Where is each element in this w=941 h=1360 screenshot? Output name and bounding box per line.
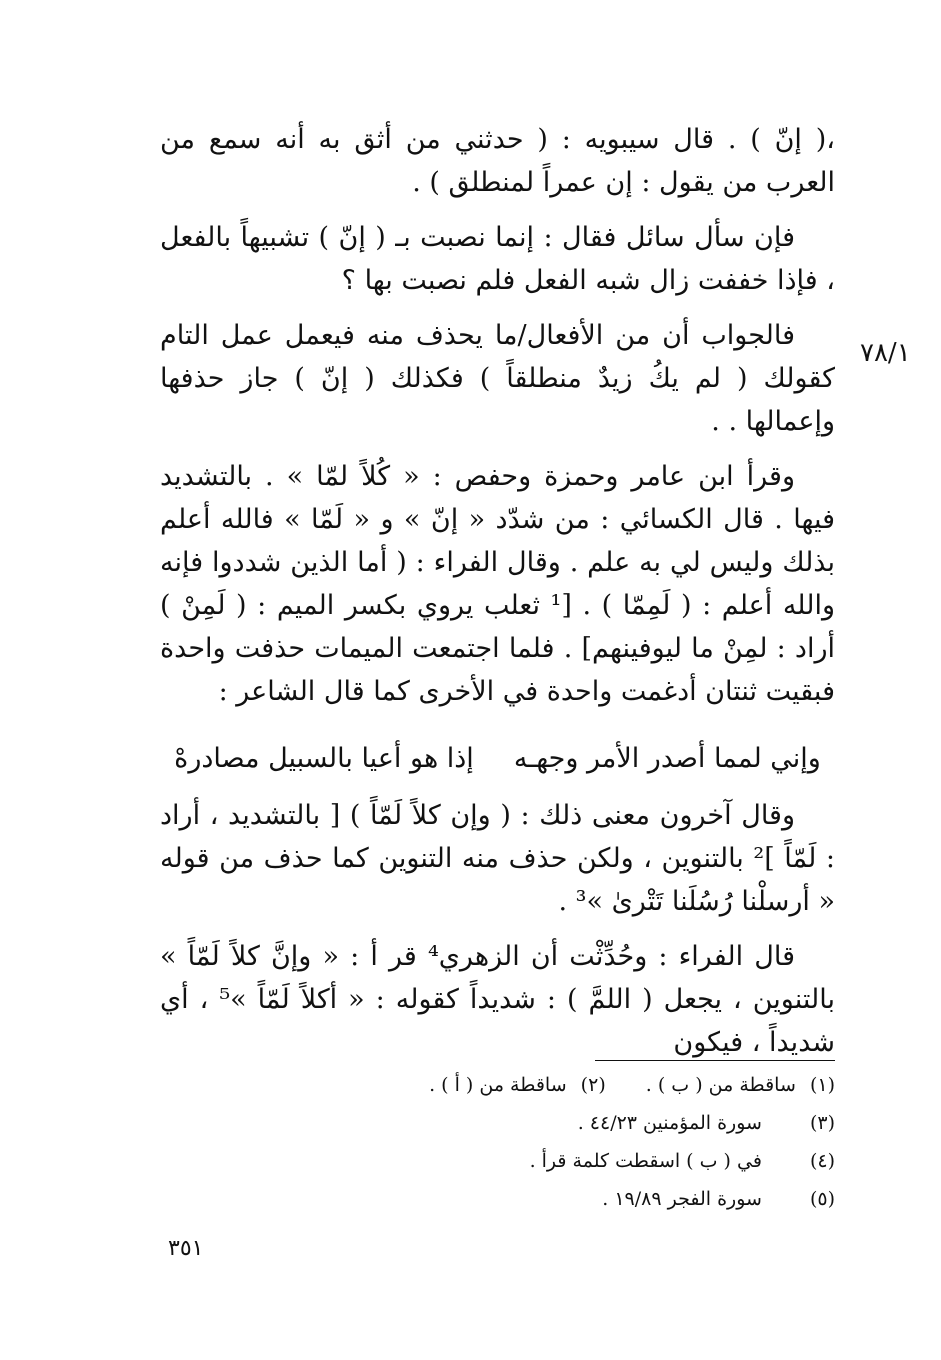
footnotes bbox=[335, 1066, 835, 1218]
verse-first-hemistich: وإني لمما أصدر الأمر وجهـه bbox=[513, 743, 821, 774]
footnote-number: (٤) bbox=[809, 1150, 835, 1172]
paragraph-4: وقرأ ابن عامر وحمزة وحفص : « كُلاً لمّا » . بالتشديد فيها . قال الكسائي : من شدّد « إنّ » و « لَمّا » فالله أعلم بذلك وليس لي به علم . وقال الفراء : ( أما الذين شددوا فإنه والله أعلم : ( لَمِمّا ) . [¹ ثعلب يروي بكسر الميم : ( لَمِنْ ) أراد : لمِنْ ما ليوفينهم] . فلما اجتمعت الميمات حذفت واحدة فبقيت ثنتان أدغمت واحدة في الأخرى كما قال الشاعر : bbox=[160, 461, 836, 707]
footnote-text: في ( ب ) اسقطت كلمة قرأ . bbox=[529, 1150, 762, 1172]
main-text bbox=[160, 118, 835, 1076]
margin-reference: ٧٨/١ bbox=[860, 338, 911, 368]
footnote-3 bbox=[335, 1104, 835, 1142]
footnote-number: (٥) bbox=[809, 1188, 835, 1210]
paragraph-1: ،( إنّ ) . قال سيبويه : ( حدثني من أثق به أنه سمع من العرب من يقول : إن عمراً لمنطلق ) . bbox=[160, 124, 835, 198]
footnote-divider bbox=[595, 1060, 835, 1061]
footnote-number: (١) bbox=[809, 1074, 835, 1096]
footnote-text: سورة المؤمنين ٤٤/٢٣ . bbox=[577, 1112, 762, 1134]
footnote-row-1 bbox=[335, 1066, 835, 1104]
footnote-text: ساقطة من ( أ ) . bbox=[429, 1074, 567, 1096]
footnote-text: ساقطة من ( ب ) . bbox=[645, 1074, 796, 1096]
paragraph-5: وقال آخرون معنى ذلك : ( وإن كلاً لَمّاً ) [ بالتشديد ، أراد : لَمّاً ]² بالتنوين ، ولكن حذف منه التنوين كما حذف من قوله « أرسلْنا رُسُلَنا تَتْرىٰ »³ . bbox=[160, 800, 836, 917]
footnote-number: (٢) bbox=[580, 1074, 606, 1096]
paragraph-3: فالجواب أن من الأفعال/ما يحذف منه فيعمل عمل التام كقولك ( لم يكُ زيدٌ منطلقاً ) فكذلك ( إنّ ) جاز حذفها وإعمالها . . bbox=[160, 320, 835, 437]
footnote-1 bbox=[646, 1066, 835, 1104]
paragraph-2: فإن سأل سائل فقال : إنما نصبت بـ ( إنّ ) تشبيهاً بالفعل ، فإذا خففت زال شبه الفعل فلم نصبت بها ؟ bbox=[160, 222, 835, 296]
footnote-5 bbox=[335, 1180, 835, 1218]
footnote-number: (٣) bbox=[809, 1112, 835, 1134]
paragraph-6: قال الفراء : وحُدِّثْت أن الزهري⁴ قر أ : « وإنَّ كلاً لَمّاً » بالتنوين ، يجعل ( اللمَّ ) : شديداً كقوله : « أكلاً لَمّاً »⁵ ، أي شديداً ، فيكون bbox=[160, 941, 836, 1058]
footnote-text: سورة الفجر ١٩/٨٩ . bbox=[602, 1188, 762, 1210]
page-number: ٣٥١ bbox=[168, 1236, 204, 1261]
verse-second-hemistich: إذا هو أعيا بالسبيل مصادرهْ bbox=[174, 743, 474, 774]
footnote-2 bbox=[429, 1066, 606, 1104]
footnote-4 bbox=[335, 1142, 835, 1180]
poetry-verse bbox=[160, 737, 835, 780]
